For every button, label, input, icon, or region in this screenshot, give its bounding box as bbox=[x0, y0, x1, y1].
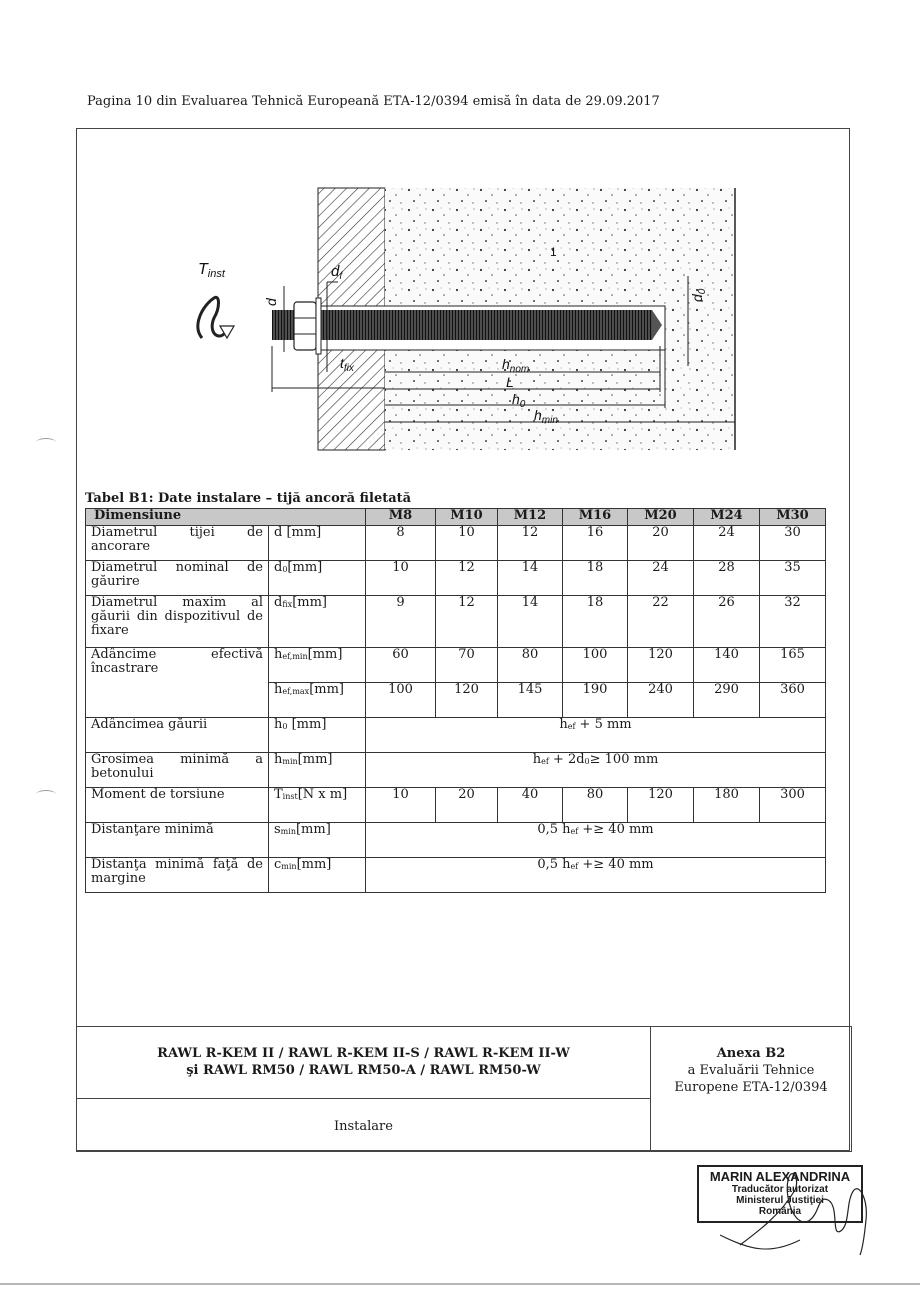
cell-value: 140 bbox=[694, 648, 760, 683]
svg-text:h0: $h_0$ bbox=[512, 391, 526, 410]
annex-line-2: a Evaluării Tehnice bbox=[687, 1063, 815, 1078]
svg-text:tfix: $t_{fix}$ bbox=[340, 355, 354, 374]
cell-value: 12 bbox=[498, 526, 563, 561]
header-size: M8 bbox=[366, 509, 436, 526]
cell-value: 100 bbox=[563, 648, 628, 683]
row-symbol: $s_{min}[mm]$ bbox=[269, 823, 366, 858]
row-symbol: $d_0[mm]$ bbox=[269, 561, 366, 596]
svg-text:df: $d_f$ bbox=[331, 263, 343, 282]
cell-value: 18 bbox=[563, 596, 628, 648]
section-title: Instalare bbox=[77, 1099, 651, 1150]
table-row bbox=[86, 788, 826, 823]
cell-value: 18 bbox=[563, 561, 628, 596]
cell-value: 100 bbox=[366, 683, 436, 718]
cell-value: 35 bbox=[760, 561, 826, 596]
installation-data-table bbox=[85, 508, 826, 893]
label-h-min: h bbox=[534, 407, 542, 423]
table-row bbox=[86, 858, 826, 893]
page-header: Pagina 10 din Evaluarea Tehnică Europeană ETA-12/0394 emisă în data de 29.09.2017 bbox=[87, 94, 660, 109]
cell-value: 32 bbox=[760, 596, 826, 648]
cell-value: 80 bbox=[563, 788, 628, 823]
cell-value: 8 bbox=[366, 526, 436, 561]
cell-value: 24 bbox=[628, 561, 694, 596]
cell-value: 14 bbox=[498, 596, 563, 648]
cell-value: 30 bbox=[760, 526, 826, 561]
cell-value: 10 bbox=[366, 788, 436, 823]
product-names bbox=[77, 1027, 651, 1099]
table-header-row bbox=[86, 509, 826, 526]
row-description: Distanţa minimă faţă de margine bbox=[86, 858, 269, 893]
washer bbox=[316, 298, 321, 354]
cell-value: 60 bbox=[366, 648, 436, 683]
formula-cell: $h_{ef} + 5$ mm bbox=[366, 718, 826, 753]
table-row bbox=[86, 561, 826, 596]
label-h-nom: h bbox=[502, 356, 510, 372]
translator-stamp bbox=[697, 1165, 863, 1223]
table-row bbox=[86, 596, 826, 648]
row-symbol: $T_{inst}[N$ x m] bbox=[269, 788, 366, 823]
cell-value: 12 bbox=[436, 561, 498, 596]
cell-value: 300 bbox=[760, 788, 826, 823]
stamp-line-3: România bbox=[758, 1206, 802, 1217]
cell-value: 145 bbox=[498, 683, 563, 718]
cell-value: 290 bbox=[694, 683, 760, 718]
row-description: Grosimea minimă a betonului bbox=[86, 753, 269, 788]
svg-text:d0: $d_0$ bbox=[689, 288, 708, 302]
header-size: M10 bbox=[436, 509, 498, 526]
label-h-0: h bbox=[512, 391, 520, 407]
stamp-line-2: Ministerul Justiţiei bbox=[736, 1195, 824, 1206]
formula-cell: 0,5 $h_{ef} +\ge 40$ mm bbox=[366, 823, 826, 858]
table-row bbox=[86, 753, 826, 788]
table-row bbox=[86, 718, 826, 753]
cell-value: 12 bbox=[436, 596, 498, 648]
cell-value: 40 bbox=[498, 788, 563, 823]
cell-value: 80 bbox=[498, 648, 563, 683]
cell-value: 120 bbox=[628, 648, 694, 683]
row-description: Distanţare minimă bbox=[86, 823, 269, 858]
annex-reference bbox=[651, 1027, 851, 1150]
annex-footer bbox=[76, 1026, 852, 1152]
cell-value: 26 bbox=[694, 596, 760, 648]
label-d-f: d bbox=[331, 263, 340, 280]
cell-value: 10 bbox=[436, 526, 498, 561]
label-t-inst: T bbox=[198, 261, 208, 278]
svg-text:hmin: $h_{min}$ bbox=[534, 407, 558, 426]
cell-value: 20 bbox=[436, 788, 498, 823]
cell-value: 24 bbox=[694, 526, 760, 561]
cell-value: 360 bbox=[760, 683, 826, 718]
row-symbol: d [mm] bbox=[269, 526, 366, 561]
cell-value: 120 bbox=[436, 683, 498, 718]
scan-edge-line bbox=[0, 1283, 920, 1285]
row-description: Moment de torsiune bbox=[86, 788, 269, 823]
row-symbol: $h_{ef,min}[mm]$ bbox=[269, 648, 366, 683]
cell-value: 20 bbox=[628, 526, 694, 561]
svg-text:hnom: $h_{nom}$ bbox=[502, 356, 530, 375]
label-d-0: d bbox=[689, 294, 705, 302]
label-t-fix: t bbox=[340, 355, 344, 371]
stamp-line-1: Traducător autorizat bbox=[731, 1184, 829, 1195]
table-row bbox=[86, 526, 826, 561]
cell-value: 10 bbox=[366, 561, 436, 596]
table-row bbox=[86, 823, 826, 858]
header-size: M12 bbox=[498, 509, 563, 526]
header-size: M24 bbox=[694, 509, 760, 526]
cell-value: 16 bbox=[563, 526, 628, 561]
header-size: M16 bbox=[563, 509, 628, 526]
cell-value: 190 bbox=[563, 683, 628, 718]
scan-mark bbox=[36, 438, 56, 447]
row-symbol: $h_{min}[mm]$ bbox=[269, 753, 366, 788]
table-row bbox=[86, 648, 826, 683]
threaded-rod bbox=[272, 310, 652, 340]
annex-line-3: Europene ETA-12/0394 bbox=[674, 1080, 828, 1095]
cell-value: 28 bbox=[694, 561, 760, 596]
row-description: Diametrul maxim al găurii din dispozitivul de fixare bbox=[86, 596, 269, 648]
annex-title: Anexa B2 bbox=[716, 1046, 786, 1061]
label-L: L bbox=[506, 374, 514, 390]
header-dimension: Dimensiune bbox=[86, 509, 366, 526]
label-marker-1: 1 bbox=[550, 245, 557, 259]
formula-cell: 0,5 $h_{ef} +\ge 40$ mm bbox=[366, 858, 826, 893]
cell-value: 165 bbox=[760, 648, 826, 683]
products-line-1: RAWL R-KEM II / RAWL R-KEM II-S / RAWL R-KEM II-W bbox=[157, 1046, 570, 1061]
cell-value: 9 bbox=[366, 596, 436, 648]
label-d: d bbox=[263, 298, 279, 306]
row-symbol: $h_0$ [mm] bbox=[269, 718, 366, 753]
nut bbox=[294, 302, 316, 350]
row-description: Adâncime efectivă încastrare bbox=[86, 648, 269, 718]
cell-value: 240 bbox=[628, 683, 694, 718]
cell-value: 180 bbox=[694, 788, 760, 823]
table-caption: Tabel B1: Date instalare – tijă ancoră filetată bbox=[85, 491, 412, 506]
row-symbol: $c_{min}[mm]$ bbox=[269, 858, 366, 893]
header-size: M30 bbox=[760, 509, 826, 526]
header-size: M20 bbox=[628, 509, 694, 526]
formula-cell: $h_{ef} + 2d_0\ge 100$ mm bbox=[366, 753, 826, 788]
cell-value: 70 bbox=[436, 648, 498, 683]
anchor-installation-diagram bbox=[190, 186, 740, 452]
stamp-name: MARIN ALEXANDRINA bbox=[709, 1169, 851, 1184]
products-line-2: şi RAWL RM50 / RAWL RM50-A / RAWL RM50-W bbox=[186, 1063, 541, 1078]
row-symbol: $d_{fix}[mm]$ bbox=[269, 596, 366, 648]
cell-value: 14 bbox=[498, 561, 563, 596]
scan-mark bbox=[36, 790, 56, 799]
row-symbol: $h_{ef,max}[mm]$ bbox=[269, 683, 366, 718]
row-description: Diametrul nominal de găurire bbox=[86, 561, 269, 596]
cell-value: 22 bbox=[628, 596, 694, 648]
cell-value: 120 bbox=[628, 788, 694, 823]
row-description: Adâncimea găurii bbox=[86, 718, 269, 753]
row-description: Diametrul tijei de ancorare bbox=[86, 526, 269, 561]
svg-text:Tinst: Tinst bbox=[198, 261, 225, 280]
